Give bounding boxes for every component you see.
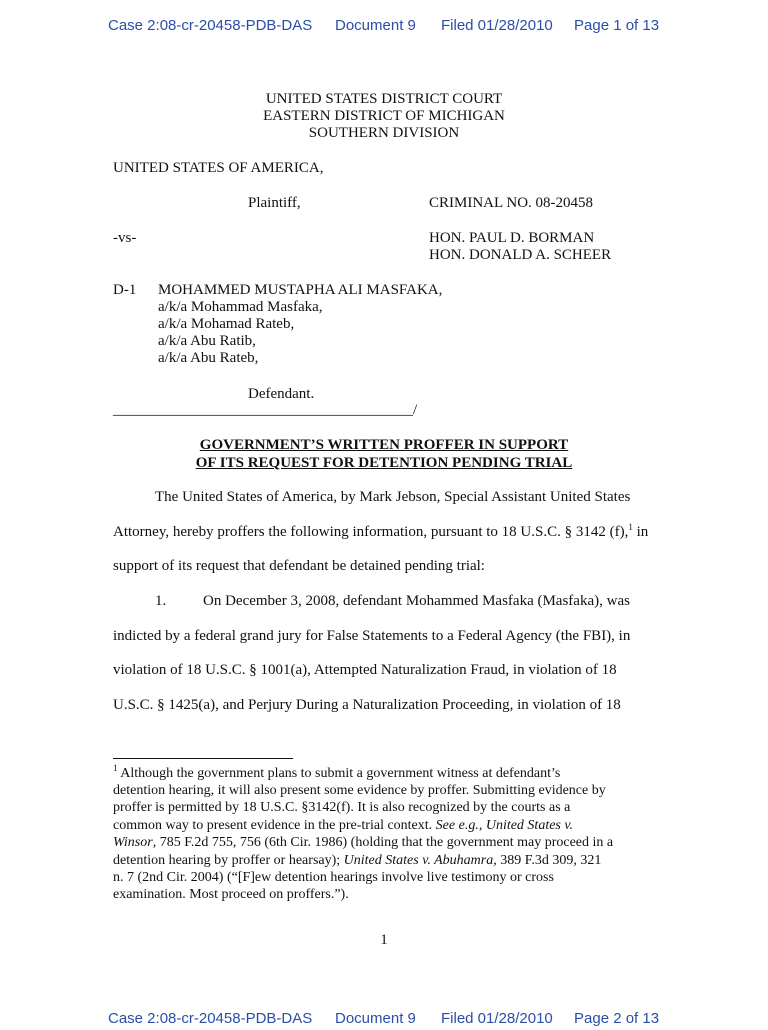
footnote-text: , 785 F.2d 755, 756 (6th Cir. 1986) (holding that the government may proceed in a	[152, 835, 614, 850]
ecf-page-count: Page 2 of 13	[574, 1010, 660, 1027]
criminal-number: CRIMINAL NO. 08-20458	[429, 195, 594, 211]
footnote-line: n. 7 (2nd Cir. 2004) (“[F]ew detention hearings involve live testimony or cross	[113, 870, 554, 885]
footnote-divider	[113, 758, 293, 759]
footnote-text: , 389 F.3d 309, 321	[493, 853, 602, 868]
body-text-run: U.S.C. § 1425(a), and Perjury During a Naturalization Proceeding, in violation of 18	[113, 697, 621, 713]
footnote-line	[113, 817, 573, 834]
ecf-page-count: Page 1 of 13	[574, 17, 660, 34]
caption-rule: ________________________________________/	[113, 402, 418, 418]
defendant-alias: a/k/a Mohamad Rateb,	[158, 316, 295, 332]
document-title: GOVERNMENT’S WRITTEN PROFFER IN SUPPORT	[199, 437, 569, 453]
footnote-text: Although the government plans to submit a government witness at defendant’s	[117, 766, 561, 781]
body-text-run: violation of 18 U.S.C. § 1001(a), Attempted Naturalization Fraud, in violation of 18	[113, 662, 617, 678]
footnote-case-name: Winsor	[113, 835, 153, 850]
footnote-text: detention hearing by proffer or hearsay);	[113, 853, 344, 868]
body-paragraph-line	[113, 558, 655, 575]
body-text-run: indicted by a federal grand jury for False Statements to a Federal Agency (the FBI), in	[113, 628, 631, 644]
page-number: 1	[380, 932, 388, 948]
body-paragraph-line	[113, 662, 655, 679]
ecf-document-number: Document 9	[335, 17, 416, 34]
footnote-signal: See e.g.	[435, 818, 479, 833]
body-text-run: On December 3, 2008, defendant Mohammed Masfaka (Masfaka), was	[203, 593, 630, 609]
body-text-run: support of its request that defendant be detained pending trial:	[113, 558, 485, 574]
ecf-case-number: Case 2:08-cr-20458-PDB-DAS	[108, 1010, 313, 1027]
body-paragraph-line	[113, 524, 655, 541]
body-text-run: Attorney, hereby proffers the following information, pursuant to 18 U.S.C. § 3142 (f),	[113, 524, 629, 540]
body-text	[155, 489, 655, 506]
body-text-run: in	[632, 524, 649, 540]
court-district: EASTERN DISTRICT OF MICHIGAN	[263, 108, 505, 124]
body-paragraph-line	[155, 489, 655, 506]
plaintiff-role: Plaintiff,	[248, 195, 301, 211]
defendant-alias: a/k/a Abu Rateb,	[158, 350, 259, 366]
ecf-next-page-header	[0, 1010, 768, 1030]
defendant-alias: a/k/a Abu Ratib,	[158, 333, 256, 349]
footnote-line	[113, 765, 560, 782]
magistrate-judge-name: HON. DONALD A. SCHEER	[429, 247, 612, 263]
document-title-continued: OF ITS REQUEST FOR DETENTION PENDING TRIAL	[195, 455, 573, 471]
footnote-text: ,	[478, 818, 486, 833]
versus-label: -vs-	[113, 230, 137, 246]
ecf-filed-date: Filed 01/28/2010	[441, 1010, 553, 1027]
ecf-header	[0, 17, 768, 37]
footnote-reference: 1	[628, 522, 633, 532]
footnote-line	[113, 852, 601, 869]
footnote-line: detention hearing, it will also present some evidence by proffer. Submitting evidence by	[113, 783, 606, 798]
court-division: SOUTHERN DIVISION	[308, 125, 460, 141]
ecf-case-number: Case 2:08-cr-20458-PDB-DAS	[108, 17, 313, 34]
body-paragraph-line	[113, 697, 655, 714]
judge-name: HON. PAUL D. BORMAN	[429, 230, 595, 246]
footnote-marker: 1	[113, 763, 118, 773]
plaintiff-name: UNITED STATES OF AMERICA,	[113, 160, 324, 176]
footnote-line: proffer is permitted by 18 U.S.C. §3142(f). It is also recognized by the courts as a	[113, 800, 571, 815]
court-name: UNITED STATES DISTRICT COURT	[265, 91, 503, 107]
paragraph-number: 1.	[155, 593, 167, 609]
footnote-case-name: United States v.	[485, 818, 574, 833]
ecf-filed-date: Filed 01/28/2010	[441, 17, 553, 34]
ecf-document-number: Document 9	[335, 1010, 416, 1027]
footnote-text: common way to present evidence in the pre-trial context.	[113, 818, 436, 833]
footnote-line: examination. Most proceed on proffers.”).	[113, 887, 349, 902]
defendant-role: Defendant.	[248, 386, 315, 402]
body-text-run: The United States of America, by Mark Jebson, Special Assistant United States	[155, 489, 631, 505]
defendant-name: MOHAMMED MUSTAPHA ALI MASFAKA,	[158, 282, 443, 298]
body-paragraph-line	[113, 628, 655, 645]
defendant-number: D-1	[113, 282, 137, 298]
footnote-case-name: United States v. Abuhamra	[343, 853, 494, 868]
footnote-line	[113, 834, 613, 851]
body-paragraph-line	[203, 593, 655, 610]
defendant-alias: a/k/a Mohammad Masfaka,	[158, 299, 323, 315]
